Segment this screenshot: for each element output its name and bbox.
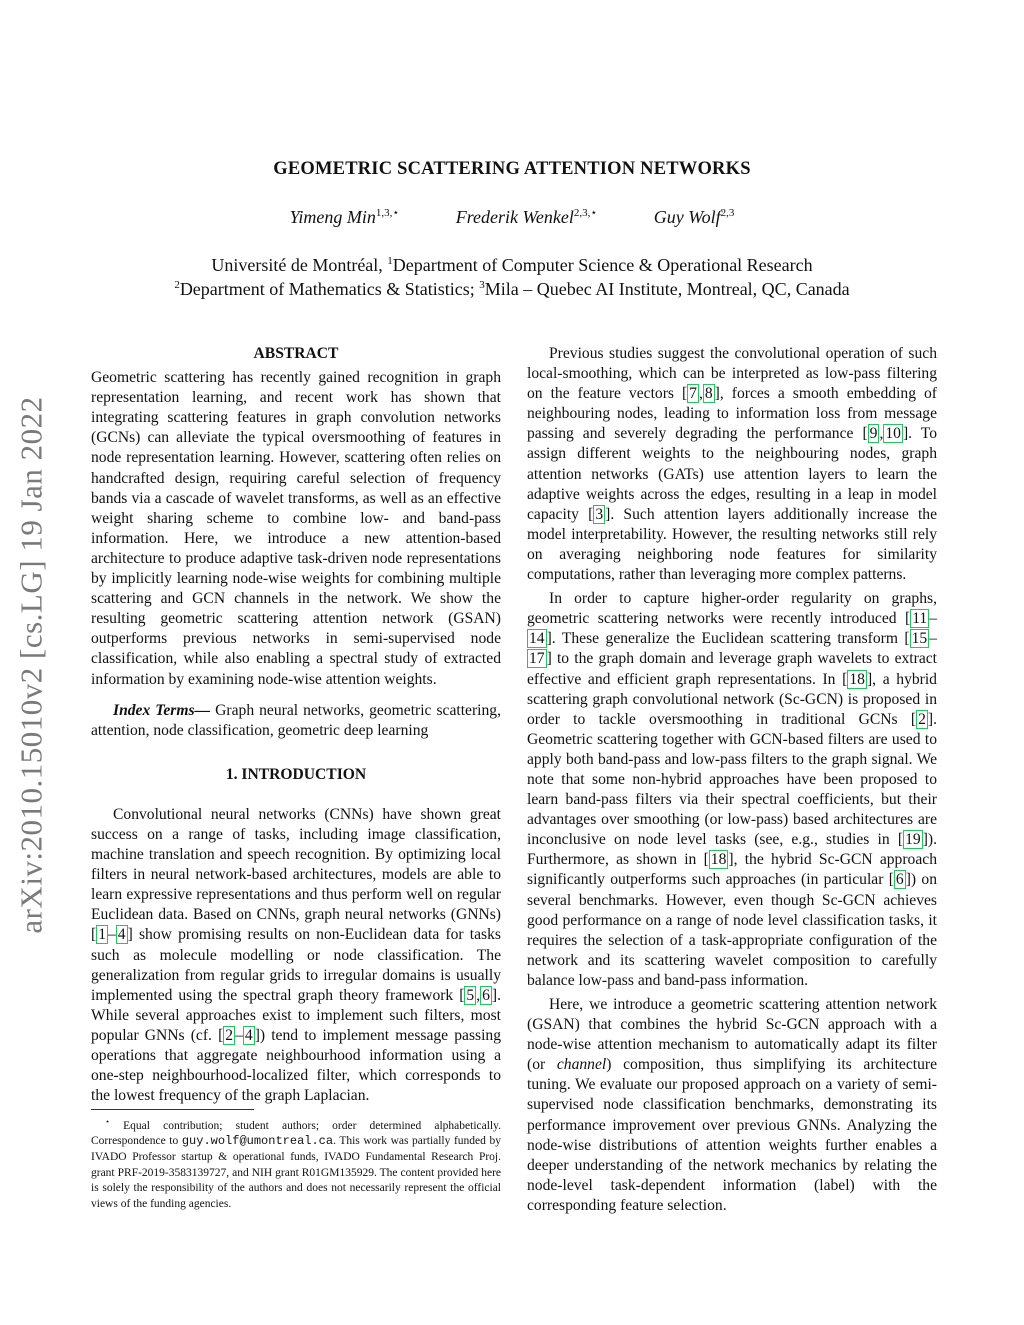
author-list: [0, 206, 1024, 228]
citation-link[interactable]: [ 9 , 10 ]: [862, 425, 909, 443]
author: Frederik Wenkel$^{2,3,⋆}$: [455, 207, 598, 227]
citation-link[interactable]: [ 6 ]: [888, 871, 911, 889]
citation-link[interactable]: [ 18 ]: [842, 670, 873, 688]
intro-paragraph-4: Here, we introduce a geometric scattering attention network (GSAN) that combines the hybrid Sc-GCN approach with a node-wise attention mechanism to automatically adapt its filter (or channel) composition, thus simplifying its architecture tuning. We evaluate our proposed approach on a variety of semi-supervised node classification benchmarks, demonstrating its performance improvement over previous GNNs. Analyzing the node-wise distributions of attention weights further enables a deeper understanding of the network mechanics by relating the node-level task-dependent information (label) with the corresponding feature selection.: [527, 996, 937, 1214]
citation-link[interactable]: [ 1 – 4 ]: [91, 926, 133, 944]
citation-link[interactable]: [ 11 –14 ]: [529, 610, 937, 648]
footnote: ⋆ Equal contribution; student authors; order determined alphabetically. Correspondence to guy.wolf@umontreal.ca. This work was partially funded by IVADO Professor startup & operational funds, IVADO Fundamental Research Proj. grant PRF-2019-3583139727, and NIH grant R01GM135929. The content provided here is solely the responsibility of the authors and does not necessarily represent the official views of the funding agencies.: [91, 1117, 501, 1210]
author: Yimeng Min$^{1,3,⋆}$: [289, 207, 400, 227]
abstract-text: Geometric scattering has recently gained recognition in graph representation learning, and recent work has shown that integrating scattering features in graph convolution networks (GCNs) can alleviate the typical oversmoothing of features in node representation learning. However, scattering often relies on handcrafted design, requiring careful selection of frequency bands via a cascade of wavelet transforms, as well as an effective weight sharing scheme to combine low- and band-pass information. Here, we introduce a new attention-based architecture to produce adaptive task-driven node representations by implicitly learning node-wise weights for combining multiple scattering and GCN channels in the network. We show the resulting geometric scattering attention network (GSAN) outperforms previous networks in semi-supervised node classification, while also enabling a spectral study of extracted information by examining node-wise attention weights.: [91, 369, 501, 688]
arxiv-id-text: arXiv:2010.15010v2 [cs.LG] 19 Jan 2022: [14, 396, 49, 934]
index-terms-label: Index Terms—: [113, 701, 211, 719]
left-column: [91, 344, 501, 1106]
citation-link[interactable]: [ 2 ]: [910, 710, 934, 728]
affiliation-line-1: Université de Montréal, $^1$Department of Computer Science & Operational Research: [211, 255, 813, 275]
citation-link[interactable]: [ 3 ]: [588, 505, 611, 523]
affiliation-line-2: $^2$Department of Mathematics & Statistics; $^3$Mila – Quebec AI Institute, Montreal, QC, Canada: [174, 279, 850, 299]
citation-link[interactable]: [ 7 , 8 ]: [681, 385, 720, 403]
citation-link[interactable]: [ 18 ]: [703, 851, 734, 869]
footnote-divider: [91, 1109, 254, 1110]
citation-link[interactable]: [ 5 , 6 ]: [459, 986, 498, 1004]
citation-link[interactable]: [ 15 –17 ]: [529, 630, 937, 668]
citation-link[interactable]: [ 2 – 4 ]: [218, 1026, 260, 1044]
introduction-heading: 1. INTRODUCTION: [225, 765, 367, 783]
intro-paragraph-3: In order to capture higher-order regularity on graphs, geometric scattering networks were recently introduced [ 11 –14 ]. These generalize the Euclidean scattering transform [ 15 –17 ] to the graph domain and leverage graph wavelets to extract effective and efficient graph representations. In [ 18 ], a hybrid scattering graph convolutional network (Sc-GCN) is proposed in order to tackle oversmoothing in traditional GCNs [ 2 ]. Geometric scattering together with GCN-based filters are used to apply both band-pass and low-pass filters to the graph signal. We note that some non-hybrid approaches have been proposed to learn band-pass filters via their spectral coefficients, but their advantages over smoothing (or low-pass) based architectures are inconclusive on node level tasks (see, e.g., studies in [ 19 ]). Furthermore, as shown in [ 18 ], the hybrid Sc-GCN approach significantly outperforms such approaches (in particular [ 6 ]) on several benchmarks. However, even though Sc-GCN achieves good performance on a range of node level classification tasks, it requires the selection of a task-appropriate configuration of the network and its scattering wavelet composition to carefully balance low-pass and band-pass information.: [527, 590, 938, 989]
right-column: [527, 344, 937, 1216]
author: Guy Wolf$^{2,3}$: [653, 207, 735, 227]
paper-title: GEOMETRIC SCATTERING ATTENTION NETWORKS: [273, 159, 751, 179]
abstract-heading: ABSTRACT: [253, 345, 339, 362]
citation-link[interactable]: [ 19 ]: [897, 831, 928, 849]
email-link[interactable]: guy.wolf@umontreal.ca: [181, 1134, 334, 1149]
index-terms: Index Terms— Graph neural networks, geometric scattering, attention, node classification, geometric deep learning: [91, 701, 501, 739]
intro-paragraph-1: Convolutional neural networks (CNNs) have shown great success on a range of tasks, including image classification, machine translation and speech recognition. By optimizing local filters in neural network-based architectures, models are able to learn expressive representations and thus perform well on regular Euclidean data. Based on CNNs, graph neural networks (GNNs) [ 1 – 4 ] show promising results on non-Euclidean data for tasks such as molecule modelling or node classification. The generalization from regular grids to irregular domains is usually implemented using the spectral graph theory framework [ 5 , 6 ]. While several approaches exist to implement such filters, most popular GNNs (cf. [ 2 – 4 ]) tend to implement message passing operations that aggregate neighbourhood information using a one-step neighbourhood-localized filter, which corresponds to the lowest frequency of the graph Laplacian.: [91, 805, 502, 1105]
arxiv-stamp: [6, 360, 58, 970]
intro-paragraph-2: Previous studies suggest the convolutional operation of such local-smoothing, which can be interpreted as low-pass filtering on the feature vectors [ 7 , 8 ], forces a smooth embedding of neighbouring nodes, leading to information loss from message passing and severely degrading the performance [ 9 , 10 ]. To assign different weights to the neighbouring nodes, graph attention networks (GATs) use attention layers to learn the adaptive weights across the edges, resulting in a leap in model capacity [ 3 ]. Such attention layers additionally increase the model interpretability. However, the resulting networks still rely on averaging neighboring node features for similarity computations, rather than leveraging more complex patterns.: [527, 345, 938, 584]
